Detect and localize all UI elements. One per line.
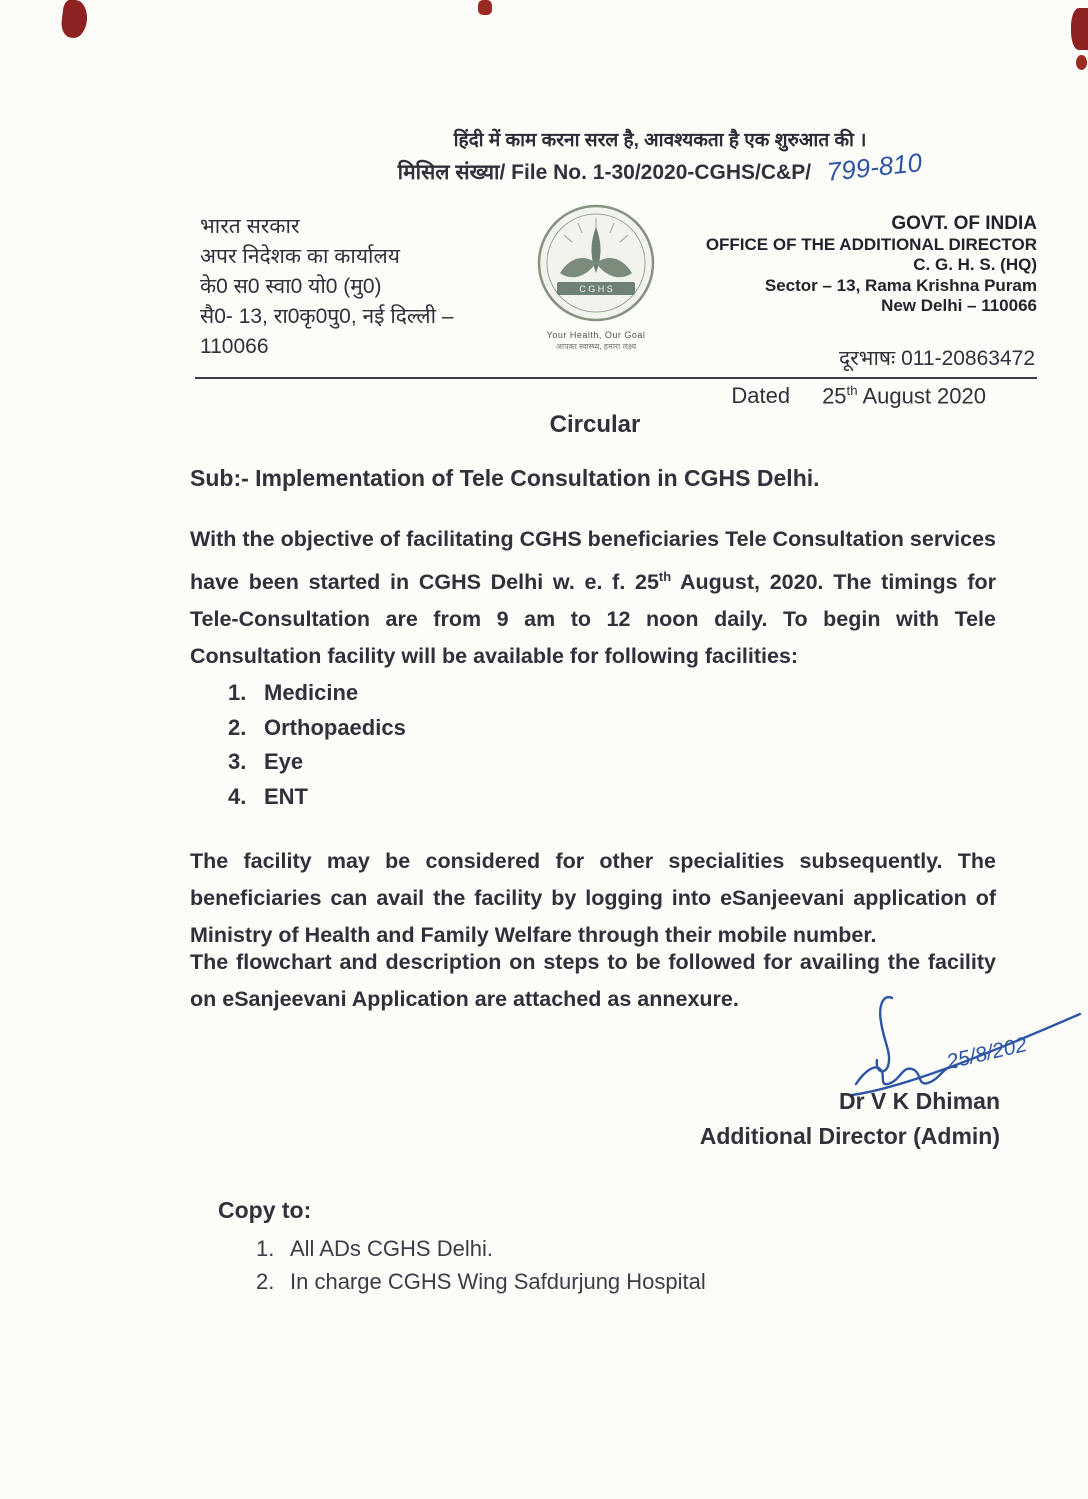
list-item-label: All ADs CGHS Delhi. bbox=[290, 1236, 493, 1261]
letterhead-right-line: New Delhi – 110066 bbox=[881, 296, 1037, 315]
paragraph-intro bbox=[190, 521, 996, 675]
list-item-number: 1. bbox=[256, 1236, 275, 1261]
letterhead-right-line: Sector – 13, Rama Krishna Puram bbox=[764, 275, 1037, 295]
signatory-name: Dr V K Dhiman bbox=[838, 1088, 1000, 1114]
list-item bbox=[228, 676, 406, 711]
list-item-number: 2. bbox=[228, 714, 247, 740]
logo-caption: Your Health, Our Goal bbox=[546, 330, 646, 340]
letterhead-left-line: के0 स0 स्वा0 यो0 (मु0) bbox=[200, 275, 382, 298]
file-number-line bbox=[230, 147, 1088, 187]
copy-to-list bbox=[256, 1232, 706, 1298]
list-item-label: Medicine bbox=[264, 680, 359, 705]
cghs-emblem-icon bbox=[536, 203, 656, 323]
paragraph-annexure: The flowchart and description on steps to be followed for availing the facility on eSanjeevani Application are attached as annexure. bbox=[190, 950, 996, 1011]
letterhead-right-line: OFFICE OF THE ADDITIONAL DIRECTOR bbox=[705, 234, 1037, 254]
list-item bbox=[256, 1265, 706, 1298]
paragraph-text: August, 2020. The timings for Tele-Consultation are from 9 am to 12 noon daily. To begin with Tele Consultation facility will be available for following facilities: bbox=[190, 570, 996, 669]
file-number-handwritten: 799-810 bbox=[825, 147, 924, 187]
logo-caption-hindi: आपका स्वास्थ्य, हमारा लक्ष्य bbox=[555, 342, 637, 351]
red-scan-mark bbox=[1076, 55, 1087, 70]
letterhead-right-line: GOVT. OF INDIA bbox=[891, 213, 1037, 234]
paragraph-text: With the objective of facilitating CGHS beneficiaries Tele Consultation services have been started in CGHS Delhi w. e. f. 25 bbox=[190, 527, 996, 595]
letterhead-hindi-address bbox=[200, 212, 454, 362]
letterhead-english-address bbox=[706, 214, 1037, 317]
list-item-number: 2. bbox=[256, 1269, 275, 1294]
list-item-label: In charge CGHS Wing Safdurjung Hospital bbox=[290, 1269, 706, 1294]
subject-line: Sub:- Implementation of Tele Consultation in CGHS Delhi. bbox=[190, 465, 820, 491]
red-scan-mark bbox=[60, 0, 89, 39]
facilities-list bbox=[228, 676, 406, 814]
list-item-label: Orthopaedics bbox=[264, 714, 406, 740]
dated-rest: August 2020 bbox=[857, 383, 986, 409]
letterhead-left-line: अपर निदेशक का कार्यालय bbox=[200, 245, 400, 268]
list-item bbox=[256, 1232, 706, 1265]
list-item-number: 4. bbox=[228, 783, 247, 809]
list-item-label: Eye bbox=[264, 749, 304, 774]
red-scan-mark bbox=[478, 0, 492, 15]
list-item-label: ENT bbox=[264, 783, 308, 809]
dated-label: Dated bbox=[731, 383, 791, 409]
logo-band-text: C G H S bbox=[579, 284, 613, 294]
document-title: Circular bbox=[549, 411, 641, 438]
divider-line bbox=[195, 377, 1037, 379]
letterhead-left-line: भारत सरकार bbox=[200, 215, 300, 238]
list-item bbox=[228, 745, 406, 780]
list-item bbox=[228, 711, 406, 746]
dated-day: 25 bbox=[822, 383, 847, 409]
letterhead-right-line: C. G. H. S. (HQ) bbox=[913, 255, 1037, 274]
hindi-slogan: हिंदी में काम करना सरल है, आवश्यकता है एक शुरुआत की । bbox=[453, 130, 867, 151]
list-item-number: 3. bbox=[228, 749, 247, 774]
list-item-number: 1. bbox=[228, 680, 247, 705]
dated-ordinal: th bbox=[846, 383, 858, 398]
phone-line: दूरभाषः 011-20863472 bbox=[838, 347, 1035, 370]
letterhead-left-line: 110066 bbox=[200, 335, 269, 358]
list-item bbox=[228, 780, 406, 815]
file-number-printed: मिसिल संख्या/ File No. 1-30/2020-CGHS/C&P/ bbox=[397, 161, 812, 184]
handwritten-date: 25/8/202 bbox=[944, 1033, 1030, 1074]
cghs-logo bbox=[530, 203, 662, 352]
paragraph-esanjeevani: The facility may be considered for other specialities subsequently. The beneficiaries can avail the facility by logging into eSanjeevani application of Ministry of Health and Family Welfare through their mobile number. bbox=[190, 849, 996, 947]
signatory-designation: Additional Director (Admin) bbox=[699, 1123, 1000, 1149]
red-scan-mark bbox=[1071, 8, 1088, 50]
copy-to-label: Copy to: bbox=[218, 1197, 312, 1223]
dated-line bbox=[731, 383, 986, 409]
letterhead-left-line: सै0- 13, रा0कृ0पु0, नई दिल्ली – bbox=[200, 305, 454, 328]
paragraph-ordinal: th bbox=[658, 569, 672, 584]
